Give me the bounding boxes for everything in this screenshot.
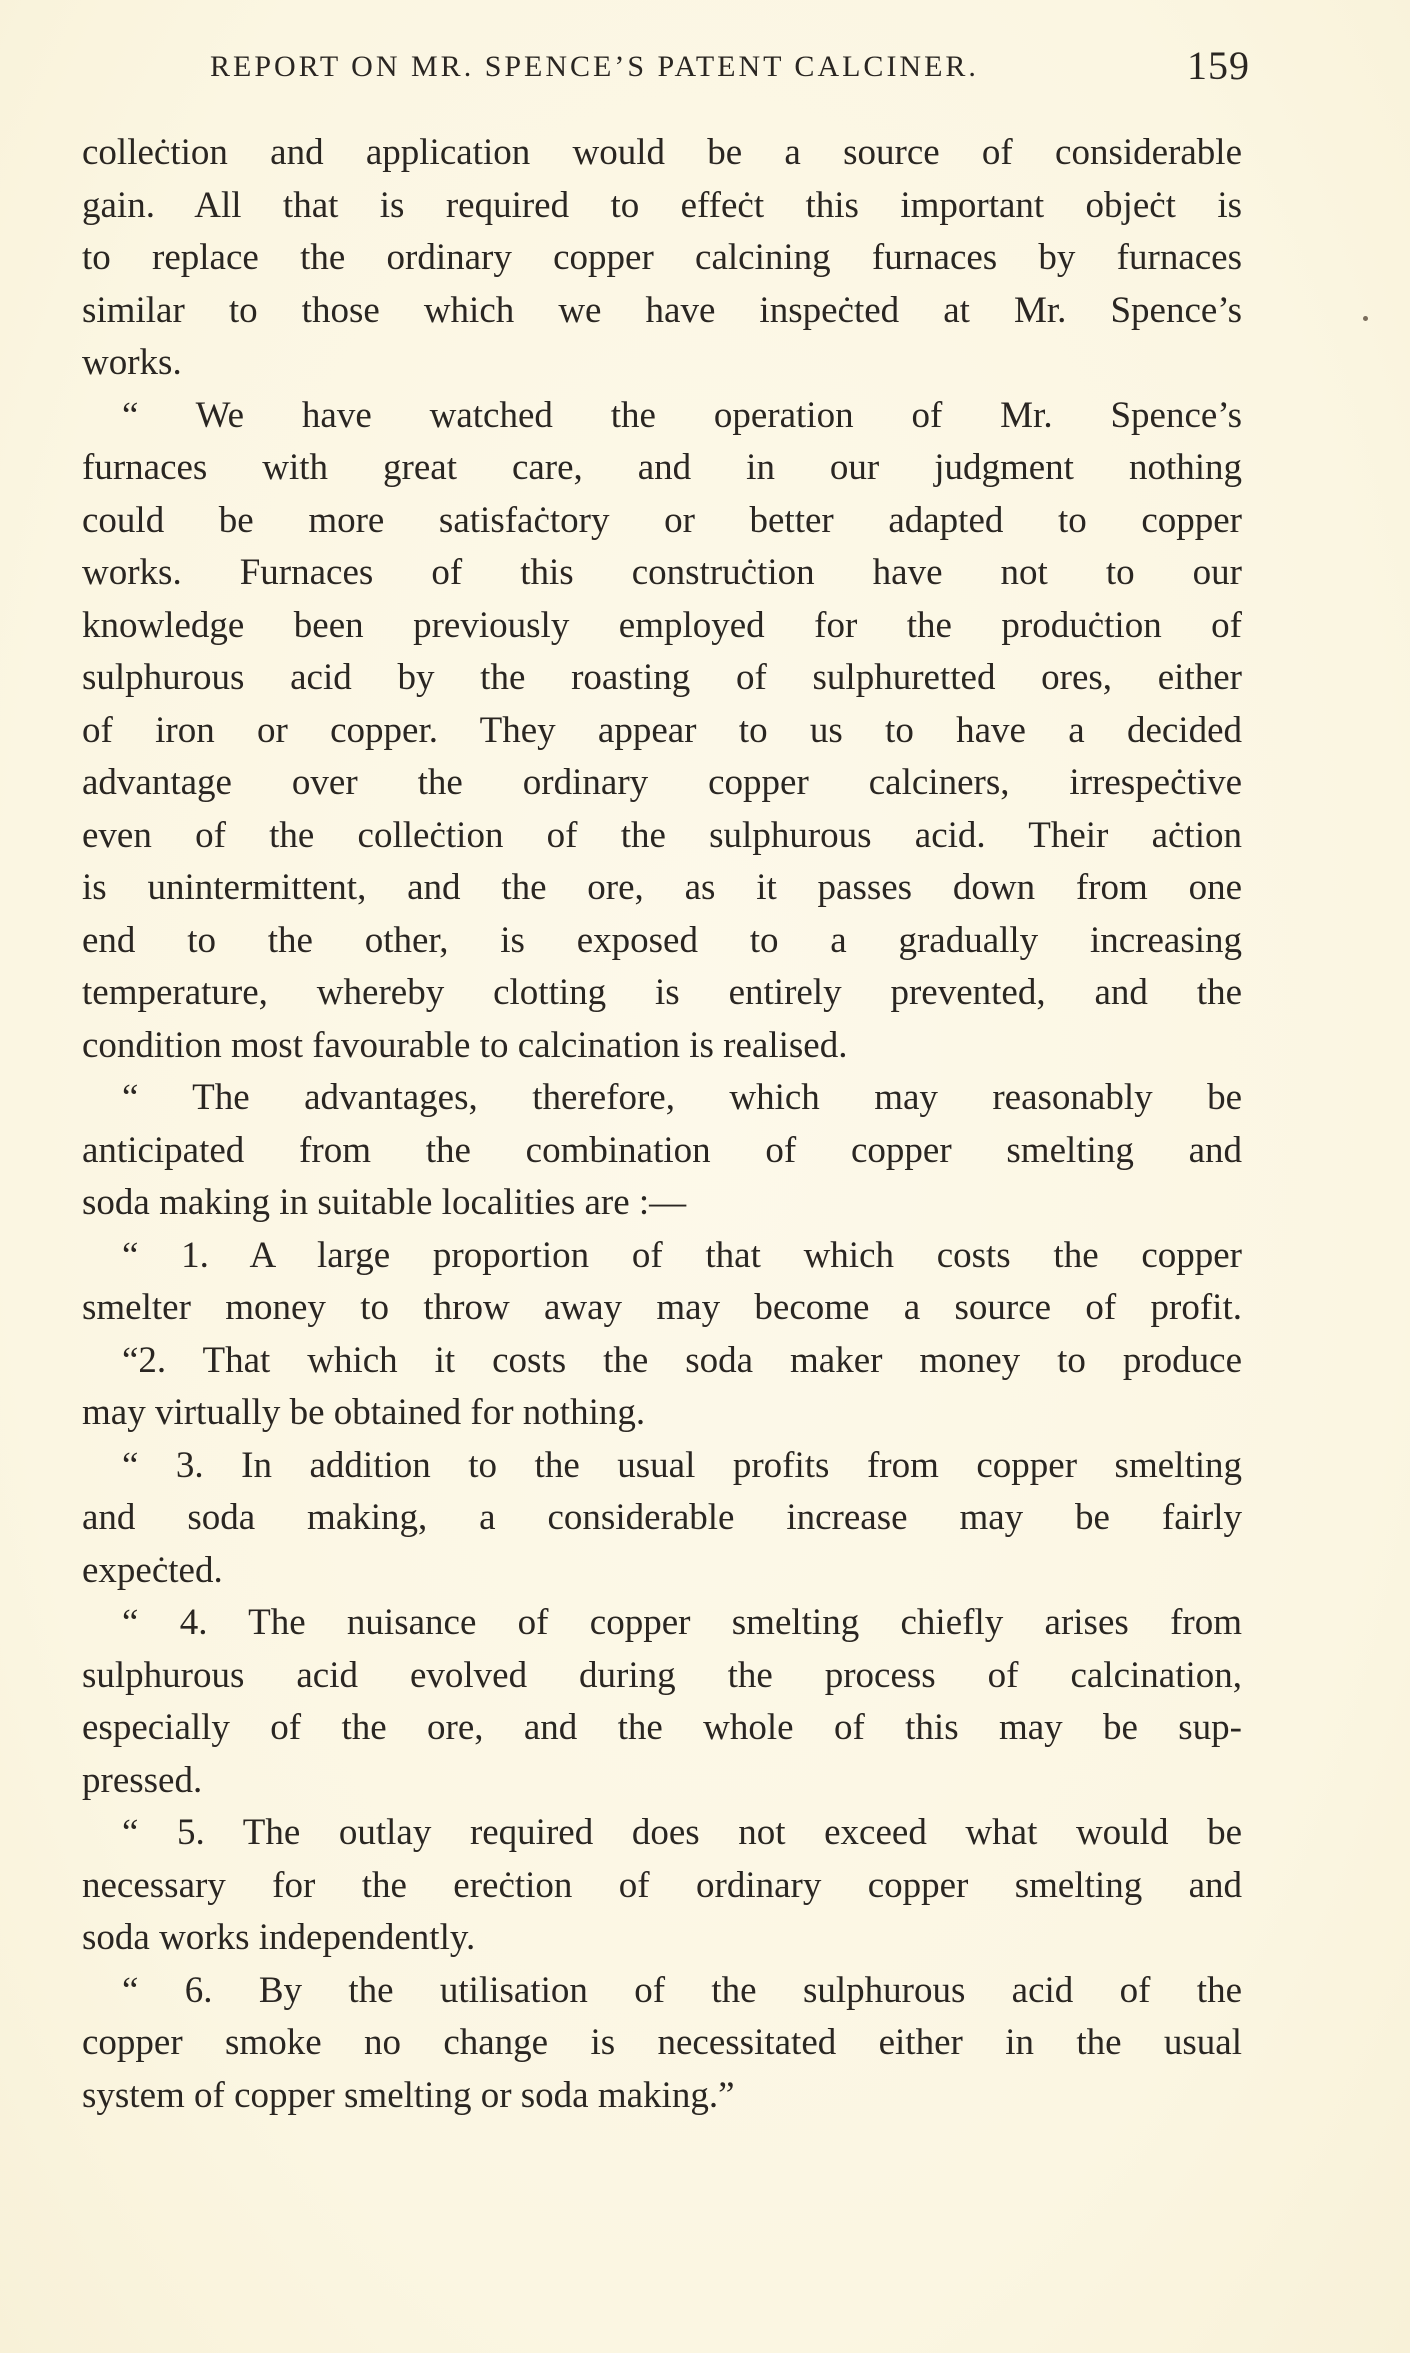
text-line: “ We have watched the operation of Mr. Spence’s — [122, 394, 1242, 436]
text-line: soda works independently. — [82, 1917, 476, 1958]
text-line: pressed. — [82, 1759, 203, 1801]
body-text — [82, 127, 1242, 2122]
text-line: sulphurous acid by the roasting of sulphuretted ores, either — [82, 657, 1242, 698]
text-line: and soda making, a considerable increase may be fairly — [82, 1497, 1242, 1538]
text-line: “ 1. A large proportion of that which costs the copper — [122, 1234, 1242, 1276]
text-line: condition most favourable to calcination is realised. — [82, 1024, 848, 1066]
page-header — [210, 42, 1250, 92]
text-line: may virtually be obtained for nothing. — [82, 1392, 646, 1433]
text-line: colleċtion and application would be a source of considerable — [82, 132, 1242, 173]
text-line: copper smoke no change is necessitated either in the usual — [82, 2022, 1242, 2063]
text-line: “ 4. The nuisance of copper smelting chiefly arises from — [122, 1602, 1242, 1643]
text-line: to replace the ordinary copper calcining furnaces by furnaces — [82, 237, 1242, 278]
text-line: especially of the ore, and the whole of this may be sup- — [82, 1707, 1242, 1748]
text-line: end to the other, is exposed to a gradually increasing — [82, 919, 1242, 961]
text-line: works. Furnaces of this construċtion have not to our — [82, 552, 1242, 593]
text-line: anticipated from the combination of copper smelting and — [82, 1129, 1242, 1171]
text-line: sulphurous acid evolved during the process of calcination, — [82, 1654, 1242, 1696]
text-line: similar to those which we have inspeċted at Mr. Spence’s — [82, 289, 1242, 331]
text-line: of iron or copper. They appear to us to have a decided — [82, 709, 1242, 751]
text-line: smelter money to throw away may become a source of profit. — [82, 1287, 1242, 1328]
text-line: is unintermittent, and the ore, as it passes down from one — [82, 867, 1242, 908]
text-line: gain. All that is required to effeċt this important objeċt is — [82, 184, 1242, 226]
text-line: system of copper smelting or soda making.” — [82, 2074, 735, 2116]
text-line: “ 3. In addition to the usual profits from copper smelting — [122, 1444, 1242, 1486]
text-line: could be more satisfaċtory or better adapted to copper — [82, 499, 1242, 541]
text-line: knowledge been previously employed for the produċtion of — [82, 604, 1242, 646]
text-line: temperature, whereby clotting is entirely prevented, and the — [82, 972, 1242, 1013]
text-line: necessary for the ereċtion of ordinary copper smelting and — [82, 1864, 1242, 1906]
text-line: “ The advantages, therefore, which may reasonably be — [122, 1077, 1242, 1118]
text-line: expeċted. — [82, 1549, 223, 1591]
text-line: soda making in suitable localities are :— — [82, 1182, 687, 1223]
text-line: furnaces with great care, and in our judgment nothing — [82, 447, 1242, 488]
page-number: 159 — [1187, 43, 1250, 88]
text-line: “ 6. By the utilisation of the sulphurous acid of the — [122, 1969, 1242, 2011]
text-line: works. — [82, 342, 182, 383]
running-title: REPORT ON MR. SPENCE’S PATENT CALCINER. — [210, 50, 979, 83]
text-line: “ 5. The outlay required does not exceed what would be — [122, 1812, 1242, 1853]
text-line: even of the colleċtion of the sulphurous acid. Their aċtion — [82, 814, 1242, 856]
paper-speck — [1363, 316, 1368, 321]
text-line: advantage over the ordinary copper calciners, irrespeċtive — [82, 762, 1242, 803]
text-line: “2. That which it costs the soda maker money to produce — [122, 1339, 1242, 1381]
